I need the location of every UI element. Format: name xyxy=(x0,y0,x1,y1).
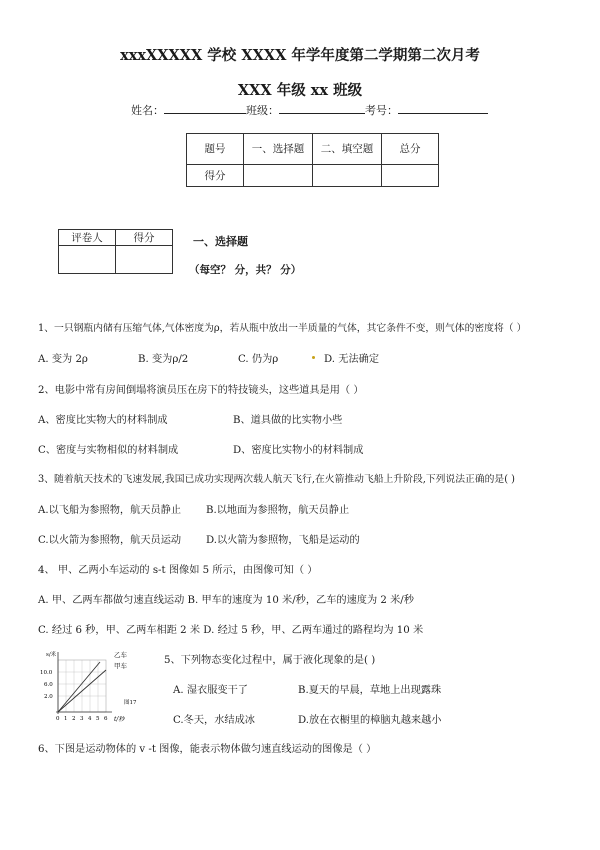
question-stem: 3、随着航天技术的飞速发展,我国已成功实现两次载人航天飞行,在火箭推动飞船上升阶段,下列说法正确的是( ) xyxy=(38,474,515,485)
graph-series-label-yi: 乙车 xyxy=(114,651,127,659)
grader-header-cell: 得分 xyxy=(116,230,173,246)
section-title: 一、选择题 xyxy=(193,235,248,248)
option: D.以火箭为参照物，飞船是运动的 xyxy=(206,535,360,546)
option: A. 变为 2ρ xyxy=(38,354,88,365)
question-stem: 2、电影中常有房间倒塌将演员压在房下的特技镜头，这些道具是用（ ） xyxy=(38,385,364,396)
option: A. 甲、乙两车都做匀速直线运动 B. 甲车的速度为 10 米/秒，乙车的速度为 2 米/秒 xyxy=(38,595,414,606)
graph-x-tick: 5 xyxy=(96,716,100,722)
graph-x-tick: 4 xyxy=(88,716,92,722)
graph-x-tick: 1 xyxy=(64,716,68,722)
class-blank[interactable] xyxy=(279,101,365,114)
option: A.以飞船为参照物，航天员静止 xyxy=(38,505,182,516)
graph-y-tick: 10.0 xyxy=(40,670,53,676)
graph-caption: 图17 xyxy=(124,700,137,706)
score-header-cell: 二、填空题 xyxy=(313,134,382,165)
section-note: （每空？ 分，共？ 分） xyxy=(189,264,302,276)
graph-x-tick: 3 xyxy=(80,716,84,722)
option: B.以地面为参照物，航天员静止 xyxy=(206,505,350,516)
yellow-dot-mark xyxy=(312,356,315,359)
option: D、密度比实物小的材料制成 xyxy=(233,445,364,456)
question-stem: 5、下列物态变化过程中，属于液化现象的是( ) xyxy=(164,655,376,666)
graph-y-tick: 2.0 xyxy=(44,694,53,700)
question-stem: 6、下图是运动物体的 v -t 图像，能表示物体做匀速直线运动的图像是（ ） xyxy=(38,744,377,755)
name-blank[interactable] xyxy=(164,101,246,114)
score-header-cell: 题号 xyxy=(187,134,244,165)
graph-y-label: s/米 xyxy=(46,652,57,658)
class-label: 班级： xyxy=(246,104,279,117)
class-line: XXX 年级 xx 班级 xyxy=(237,82,363,99)
grader-header-cell: 评卷人 xyxy=(59,230,116,246)
score-cell[interactable] xyxy=(382,165,439,187)
grader-table xyxy=(58,229,173,274)
score-header-cell: 一、选择题 xyxy=(244,134,313,165)
score-row-label: 得分 xyxy=(187,165,244,187)
exam-no-label: 考号： xyxy=(365,104,398,117)
option: B.夏天的早晨，草地上出现露珠 xyxy=(298,685,442,696)
name-label: 姓名： xyxy=(131,104,164,117)
option: A. 湿衣服变干了 xyxy=(173,685,248,696)
graph-line-yi xyxy=(58,662,100,712)
graph-y-tick: 6.0 xyxy=(44,682,53,688)
grader-cell[interactable] xyxy=(59,246,116,274)
score-header-cell: 总分 xyxy=(382,134,439,165)
option: D.放在衣橱里的樟脑丸越来越小 xyxy=(298,715,442,726)
score-cell[interactable] xyxy=(313,165,382,187)
student-info-line xyxy=(131,101,488,118)
graph-x-tick: 6 xyxy=(104,716,108,722)
grader-cell[interactable] xyxy=(116,246,173,274)
option: C. 经过 6 秒，甲、乙两车相距 2 米 D. 经过 5 秒，甲、乙两车通过的路程均为 10 米 xyxy=(38,625,424,636)
exam-title: xxxXXXXX 学校 XXXX 年学年度第二学期第二次月考 xyxy=(120,47,480,64)
graph-gridlines xyxy=(58,660,106,712)
option: B、道具做的比实物小些 xyxy=(233,415,343,426)
exam-no-blank[interactable] xyxy=(398,101,488,114)
option: C、密度与实物相似的材料制成 xyxy=(38,445,179,456)
graph-x-label: t/秒 xyxy=(114,716,125,723)
option: C. 仍为ρ xyxy=(238,354,279,365)
option: A、密度比实物大的材料制成 xyxy=(38,415,168,426)
score-table xyxy=(186,133,439,187)
question-stem: 4、 甲、乙两小车运动的 s-t 图像如 5 所示，由图像可知（ ） xyxy=(38,565,318,576)
graph-series-label-jia: 甲车 xyxy=(114,662,127,670)
question-stem: 1、一只钢瓶内储有压缩气体,气体密度为ρ，若从瓶中放出一半质量的气体，其它条件不变，则气体的密度将（ ） xyxy=(38,323,527,334)
graph-x-tick: 0 xyxy=(56,716,60,722)
graph-x-tick: 2 xyxy=(72,716,76,722)
option: B. 变为ρ/2 xyxy=(138,354,189,365)
score-cell[interactable] xyxy=(244,165,313,187)
option: D. 无法确定 xyxy=(324,354,380,365)
option: C.冬天，水结成冰 xyxy=(173,715,255,726)
option: C.以火箭为参照物，航天员运动 xyxy=(38,535,182,546)
st-graph-figure xyxy=(38,648,158,724)
